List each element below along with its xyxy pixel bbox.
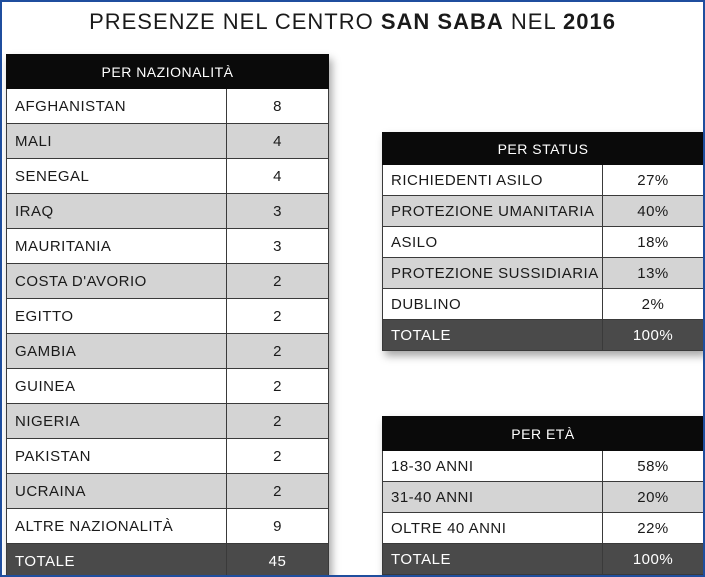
- table-row: [7, 229, 329, 264]
- row-value: 13%: [603, 258, 704, 289]
- table-row: [383, 258, 704, 289]
- table-status-header: PER STATUS: [383, 133, 704, 165]
- table-row: [7, 334, 329, 369]
- table-row: [383, 451, 704, 482]
- row-value: 2: [227, 439, 329, 474]
- row-label: SENEGAL: [7, 159, 227, 194]
- row-label: NIGERIA: [7, 404, 227, 439]
- table-total-row: [383, 320, 704, 351]
- row-label: AFGHANISTAN: [7, 89, 227, 124]
- row-value: 3: [227, 194, 329, 229]
- table-row: [7, 404, 329, 439]
- total-label: TOTALE: [383, 320, 603, 351]
- total-label: TOTALE: [7, 544, 227, 577]
- table-row: [383, 227, 704, 258]
- row-value: 9: [227, 509, 329, 544]
- table-row: [7, 194, 329, 229]
- table-row: [7, 369, 329, 404]
- row-label: PROTEZIONE SUSSIDIARIA: [383, 258, 603, 289]
- row-label: COSTA D'AVORIO: [7, 264, 227, 299]
- table-row: [383, 165, 704, 196]
- total-value: 100%: [603, 320, 704, 351]
- total-label: TOTALE: [383, 544, 603, 575]
- title-part2: NEL: [503, 9, 563, 34]
- table-row: [7, 439, 329, 474]
- row-label: UCRAINA: [7, 474, 227, 509]
- row-label: IRAQ: [7, 194, 227, 229]
- row-value: 27%: [603, 165, 704, 196]
- row-value: 2: [227, 334, 329, 369]
- total-value: 100%: [603, 544, 704, 575]
- row-label: ALTRE NAZIONALITÀ: [7, 509, 227, 544]
- row-label: PAKISTAN: [7, 439, 227, 474]
- table-row: [7, 474, 329, 509]
- table-total-row: [383, 544, 704, 575]
- table-row: [7, 509, 329, 544]
- row-value: 20%: [603, 482, 704, 513]
- table-row: [383, 196, 704, 227]
- row-value: 4: [227, 159, 329, 194]
- row-label: ASILO: [383, 227, 603, 258]
- row-label: OLTRE 40 ANNI: [383, 513, 603, 544]
- table-row: [7, 264, 329, 299]
- row-value: 2%: [603, 289, 704, 320]
- table-status: [382, 132, 704, 351]
- row-value: 2: [227, 264, 329, 299]
- table-row: [7, 124, 329, 159]
- row-label: 18-30 ANNI: [383, 451, 603, 482]
- row-label: 31-40 ANNI: [383, 482, 603, 513]
- table-row: [383, 482, 704, 513]
- table-row: [7, 159, 329, 194]
- row-label: EGITTO: [7, 299, 227, 334]
- table-row: [383, 513, 704, 544]
- row-value: 3: [227, 229, 329, 264]
- row-value: 2: [227, 474, 329, 509]
- table-row: [7, 299, 329, 334]
- row-label: RICHIEDENTI ASILO: [383, 165, 603, 196]
- table-nationality-header: PER NAZIONALITÀ: [7, 55, 329, 89]
- row-value: 22%: [603, 513, 704, 544]
- row-value: 58%: [603, 451, 704, 482]
- row-label: MAURITANIA: [7, 229, 227, 264]
- table-nationality: [6, 54, 329, 577]
- total-value: 45: [227, 544, 329, 577]
- row-value: 8: [227, 89, 329, 124]
- row-value: 40%: [603, 196, 704, 227]
- title-center-name: SAN SABA: [380, 9, 504, 34]
- table-age-header: PER ETÀ: [383, 417, 704, 451]
- row-value: 2: [227, 369, 329, 404]
- title-year: 2016: [562, 9, 616, 34]
- table-age: [382, 416, 704, 575]
- row-value: 18%: [603, 227, 704, 258]
- page-title: [2, 9, 703, 35]
- row-value: 2: [227, 404, 329, 439]
- row-label: MALI: [7, 124, 227, 159]
- table-total-row: [7, 544, 329, 577]
- row-label: GUINEA: [7, 369, 227, 404]
- row-value: 4: [227, 124, 329, 159]
- row-label: DUBLINO: [383, 289, 603, 320]
- table-row: [7, 89, 329, 124]
- title-part1: PRESENZE NEL CENTRO: [89, 9, 381, 34]
- row-label: PROTEZIONE UMANITARIA: [383, 196, 603, 227]
- row-label: GAMBIA: [7, 334, 227, 369]
- table-row: [383, 289, 704, 320]
- row-value: 2: [227, 299, 329, 334]
